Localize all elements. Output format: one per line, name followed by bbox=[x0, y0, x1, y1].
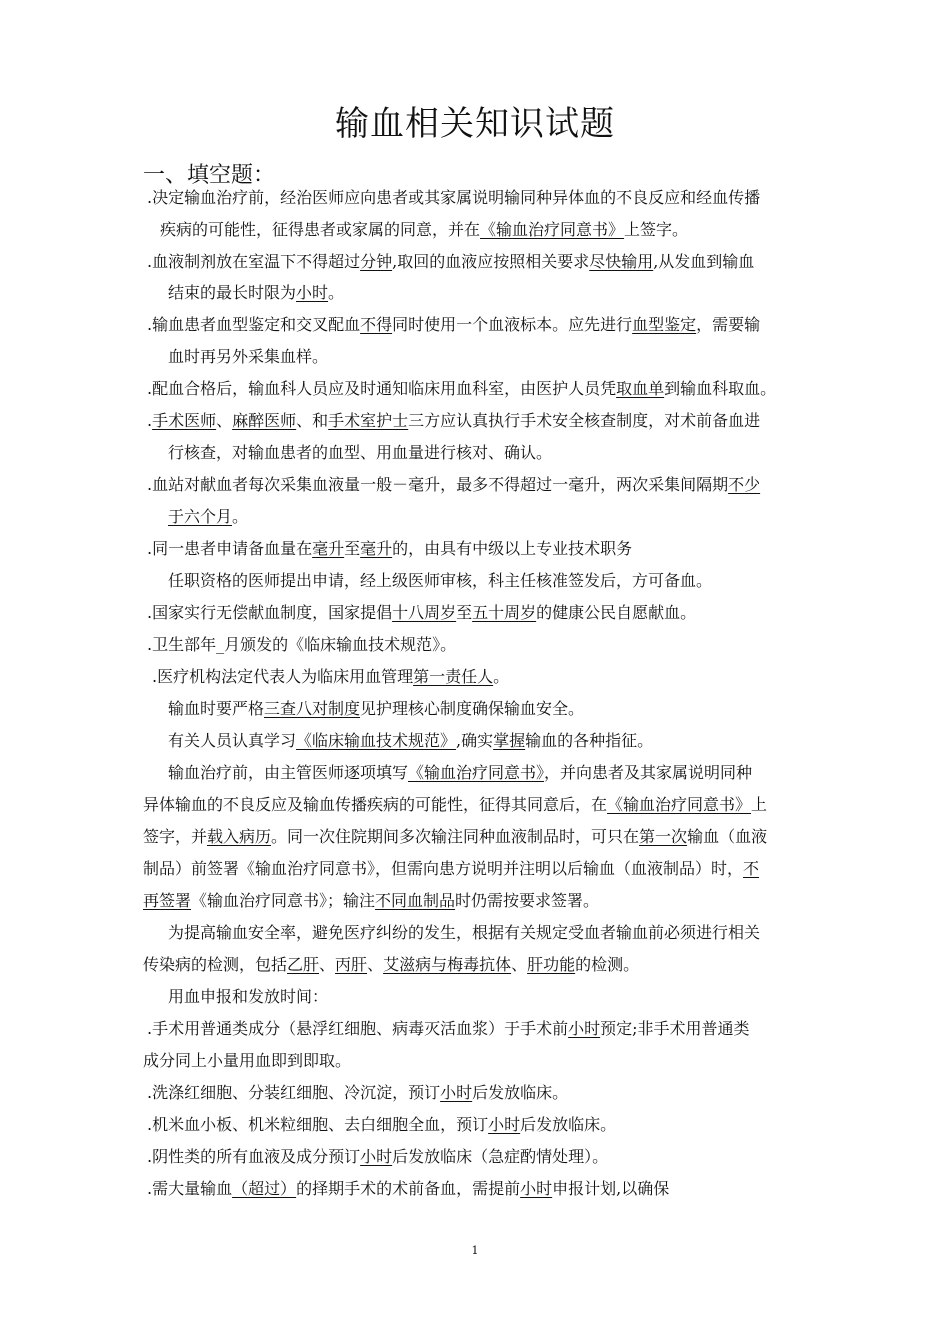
text-line bbox=[168, 346, 328, 368]
text-line bbox=[168, 442, 552, 464]
filled-answer: 肝功能 bbox=[527, 955, 576, 974]
text-line bbox=[147, 314, 760, 336]
filled-answer: 小时 bbox=[488, 1115, 521, 1134]
text-segment: 用血申报和发放时间： bbox=[168, 987, 329, 1006]
text-segment: 。 bbox=[493, 667, 510, 686]
text-segment: 血时再另外采集血样。 bbox=[168, 347, 329, 366]
filled-answer: 十八周岁 bbox=[392, 603, 457, 622]
text-segment: .输血患者血型鉴定和交叉配血 bbox=[147, 315, 361, 334]
filled-answer: 小时 bbox=[440, 1083, 473, 1102]
filled-answer: 手术室护士 bbox=[328, 411, 409, 430]
filled-answer: 掌握 bbox=[493, 731, 526, 750]
filled-answer: 不同血制品 bbox=[375, 891, 456, 910]
page-number: 1 bbox=[471, 1244, 479, 1257]
text-segment: 预定;非手术用普通类 bbox=[600, 1019, 750, 1038]
text-line bbox=[168, 922, 760, 944]
text-segment: 至 bbox=[344, 539, 361, 558]
filled-answer: 不得 bbox=[360, 315, 393, 334]
filled-answer: 毫升 bbox=[312, 539, 345, 558]
text-segment: ,取回的血液应按照相关要求 bbox=[392, 252, 590, 271]
text-segment: 见护理核心制度确保输血安全。 bbox=[360, 699, 585, 718]
text-line bbox=[147, 187, 760, 209]
text-segment: 成分同上小量用血即到即取。 bbox=[143, 1051, 352, 1070]
text-line bbox=[168, 698, 584, 720]
text-segment: .需大量输血 bbox=[147, 1179, 233, 1198]
text-segment: 输血治疗前，由主管医师逐项填写 bbox=[168, 763, 409, 782]
text-line bbox=[147, 1146, 608, 1168]
text-segment: ,从发血到输血 bbox=[653, 252, 755, 271]
text-segment: 的健康公民自愿献血。 bbox=[536, 603, 697, 622]
text-line bbox=[147, 538, 632, 560]
filled-answer: 《输血治疗同意书》 bbox=[480, 220, 625, 239]
text-line bbox=[147, 378, 776, 400]
filled-answer: 小时 bbox=[568, 1019, 601, 1038]
text-segment: 的，由具有中级以上专业技术职务 bbox=[392, 539, 633, 558]
text-segment: 行核查，对输血患者的血型、用血量进行核对、确认。 bbox=[168, 443, 553, 462]
text-line bbox=[143, 858, 759, 880]
filled-answer: 再签署 bbox=[143, 891, 192, 910]
text-segment: 、和 bbox=[296, 411, 329, 430]
text-segment: 疾病的可能性，征得患者或家属的同意，并在 bbox=[160, 220, 481, 239]
text-line bbox=[160, 219, 688, 241]
filled-answer: 《输血治疗同意书》 bbox=[607, 795, 752, 814]
filled-answer: 小时 bbox=[520, 1179, 553, 1198]
text-segment: 。 bbox=[328, 283, 345, 302]
text-segment: 输血（血液 bbox=[687, 827, 768, 846]
text-line bbox=[168, 762, 752, 784]
text-segment: 、 bbox=[367, 955, 384, 974]
text-segment: 、 bbox=[511, 955, 528, 974]
filled-answer: 载入病历 bbox=[207, 827, 272, 846]
filled-answer: 分钟 bbox=[360, 252, 393, 271]
text-segment: 至 bbox=[456, 603, 473, 622]
text-segment: 。 bbox=[232, 507, 249, 526]
text-line bbox=[147, 1082, 568, 1104]
text-segment: 后发放临床（急症酌情处理）。 bbox=[392, 1147, 609, 1166]
text-segment: ，并向患者及其家属说明同种 bbox=[544, 763, 753, 782]
text-segment: .同一患者申请备血量在 bbox=[147, 539, 313, 558]
text-segment: .机米血小板、机米粒细胞、去白细胞全血，预订 bbox=[147, 1115, 489, 1134]
filled-answer: 丙肝 bbox=[335, 955, 368, 974]
text-segment: 同时使用一个血液标本。应先进行 bbox=[392, 315, 633, 334]
filled-answer: 小时 bbox=[360, 1147, 393, 1166]
text-line bbox=[168, 986, 328, 1008]
text-segment: 有关人员认真学习 bbox=[168, 731, 297, 750]
filled-answer: 三查八对制度 bbox=[264, 699, 361, 718]
text-line bbox=[143, 794, 767, 816]
filled-answer: 手术医师 bbox=[152, 411, 217, 430]
text-segment: .医疗机构法定代表人为临床用血管理 bbox=[152, 667, 414, 686]
text-segment: 、 bbox=[216, 411, 233, 430]
filled-answer: 麻醉医师 bbox=[232, 411, 297, 430]
text-line bbox=[147, 251, 754, 273]
filled-answer: 艾滋病与梅毒抗体 bbox=[383, 955, 512, 974]
filled-answer: 不少 bbox=[728, 475, 761, 494]
text-segment: .决定输血治疗前，经治医师应向患者或其家属说明输同种异体血的不良反应和经血传播 bbox=[147, 188, 761, 207]
text-line bbox=[147, 602, 696, 624]
text-segment: 为提高输血安全率，避免医疗纠纷的发生，根据有关规定受血者输血前必须进行相关 bbox=[168, 923, 761, 942]
text-segment: 输血时要严格 bbox=[168, 699, 265, 718]
text-segment: 后发放临床。 bbox=[520, 1115, 617, 1134]
filled-answer: 五十周岁 bbox=[472, 603, 537, 622]
text-segment: 时仍需按要求签署。 bbox=[455, 891, 600, 910]
filled-answer: 乙肝 bbox=[287, 955, 320, 974]
text-segment: 制品）前签署《输血治疗同意书》，但需向患方说明并注明以后输血（血液制品）时， bbox=[143, 859, 744, 878]
filled-answer: 尽快输用 bbox=[589, 252, 654, 271]
page-title: 输血相关知识试题 bbox=[335, 104, 615, 144]
text-segment: 、 bbox=[319, 955, 336, 974]
filled-answer: （超过） bbox=[232, 1179, 297, 1198]
text-segment: ,确实 bbox=[456, 731, 494, 750]
text-segment: .配血合格后，输血科人员应及时通知临床用血科室，由医护人员凭 bbox=[147, 379, 617, 398]
text-line bbox=[143, 954, 639, 976]
text-line bbox=[147, 634, 456, 656]
text-segment: 上签字。 bbox=[624, 220, 689, 239]
text-line bbox=[147, 474, 760, 496]
filled-answer: 血型鉴定 bbox=[632, 315, 697, 334]
text-segment: 三方应认真执行手术安全核查制度，对术前备血进 bbox=[408, 411, 761, 430]
section-heading: 一、填空题： bbox=[143, 163, 276, 188]
text-segment: 传染病的检测，包括 bbox=[143, 955, 288, 974]
text-segment: 。同一次住院期间多次输注同种血液制品时，可只在 bbox=[271, 827, 640, 846]
filled-answer: 取血单 bbox=[616, 379, 665, 398]
text-segment: 到输血科取血。 bbox=[664, 379, 777, 398]
text-line bbox=[143, 890, 599, 912]
text-segment: 《输血治疗同意书》；输注 bbox=[191, 891, 376, 910]
filled-answer: 《输血治疗同意书》 bbox=[408, 763, 545, 782]
text-segment: 后发放临床。 bbox=[472, 1083, 569, 1102]
text-segment: 输血的各种指征。 bbox=[525, 731, 654, 750]
text-segment: ，需要输 bbox=[696, 315, 761, 334]
filled-answer: 毫升 bbox=[360, 539, 393, 558]
text-segment: .卫生部年_月颁发的《临床输血技术规范》。 bbox=[147, 635, 457, 654]
text-line bbox=[147, 410, 760, 432]
text-line bbox=[147, 1114, 616, 1136]
text-segment: .手术用普通类成分（悬浮红细胞、病毒灭活血浆）于手术前 bbox=[147, 1019, 569, 1038]
text-segment: .血站对献血者每次采集血液量一般－毫升，最多不得超过一毫升，两次采集间隔期 bbox=[147, 475, 729, 494]
text-line bbox=[143, 1050, 351, 1072]
text-segment: 结束的最长时限为 bbox=[168, 283, 297, 302]
text-segment: 异体输血的不良反应及输血传播疾病的可能性，征得其同意后，在 bbox=[143, 795, 608, 814]
text-segment: 的检测。 bbox=[575, 955, 640, 974]
text-segment: 的择期手术的术前备血，需提前 bbox=[296, 1179, 521, 1198]
text-segment: .血液制剂放在室温下不得超过 bbox=[147, 252, 361, 271]
text-segment: .阴性类的所有血液及成分预订 bbox=[147, 1147, 361, 1166]
text-line bbox=[168, 282, 344, 304]
text-segment: 签字，并 bbox=[143, 827, 208, 846]
text-segment: 申报计划,以确保 bbox=[552, 1179, 670, 1198]
text-segment: 上 bbox=[751, 795, 768, 814]
text-line bbox=[168, 570, 712, 592]
filled-answer: 第一责任人 bbox=[413, 667, 494, 686]
filled-answer: 第一次 bbox=[639, 827, 688, 846]
filled-answer: 于六个月 bbox=[168, 507, 233, 526]
text-line bbox=[168, 730, 653, 752]
text-segment: .洗涤红细胞、分装红细胞、冷沉淀，预订 bbox=[147, 1083, 441, 1102]
text-line bbox=[168, 506, 248, 528]
filled-answer: 小时 bbox=[296, 283, 329, 302]
text-line bbox=[147, 1178, 669, 1200]
text-line bbox=[143, 826, 767, 848]
text-line bbox=[147, 1018, 750, 1040]
text-segment: 任职资格的医师提出申请，经上级医师审核，科主任核准签发后，方可备血。 bbox=[168, 571, 713, 590]
filled-answer: 不 bbox=[743, 859, 760, 878]
text-line bbox=[152, 666, 509, 688]
text-segment: .国家实行无偿献血制度，国家提倡 bbox=[147, 603, 393, 622]
filled-answer: 《临床输血技术规范》 bbox=[296, 731, 457, 750]
text-segment: . bbox=[147, 411, 153, 430]
